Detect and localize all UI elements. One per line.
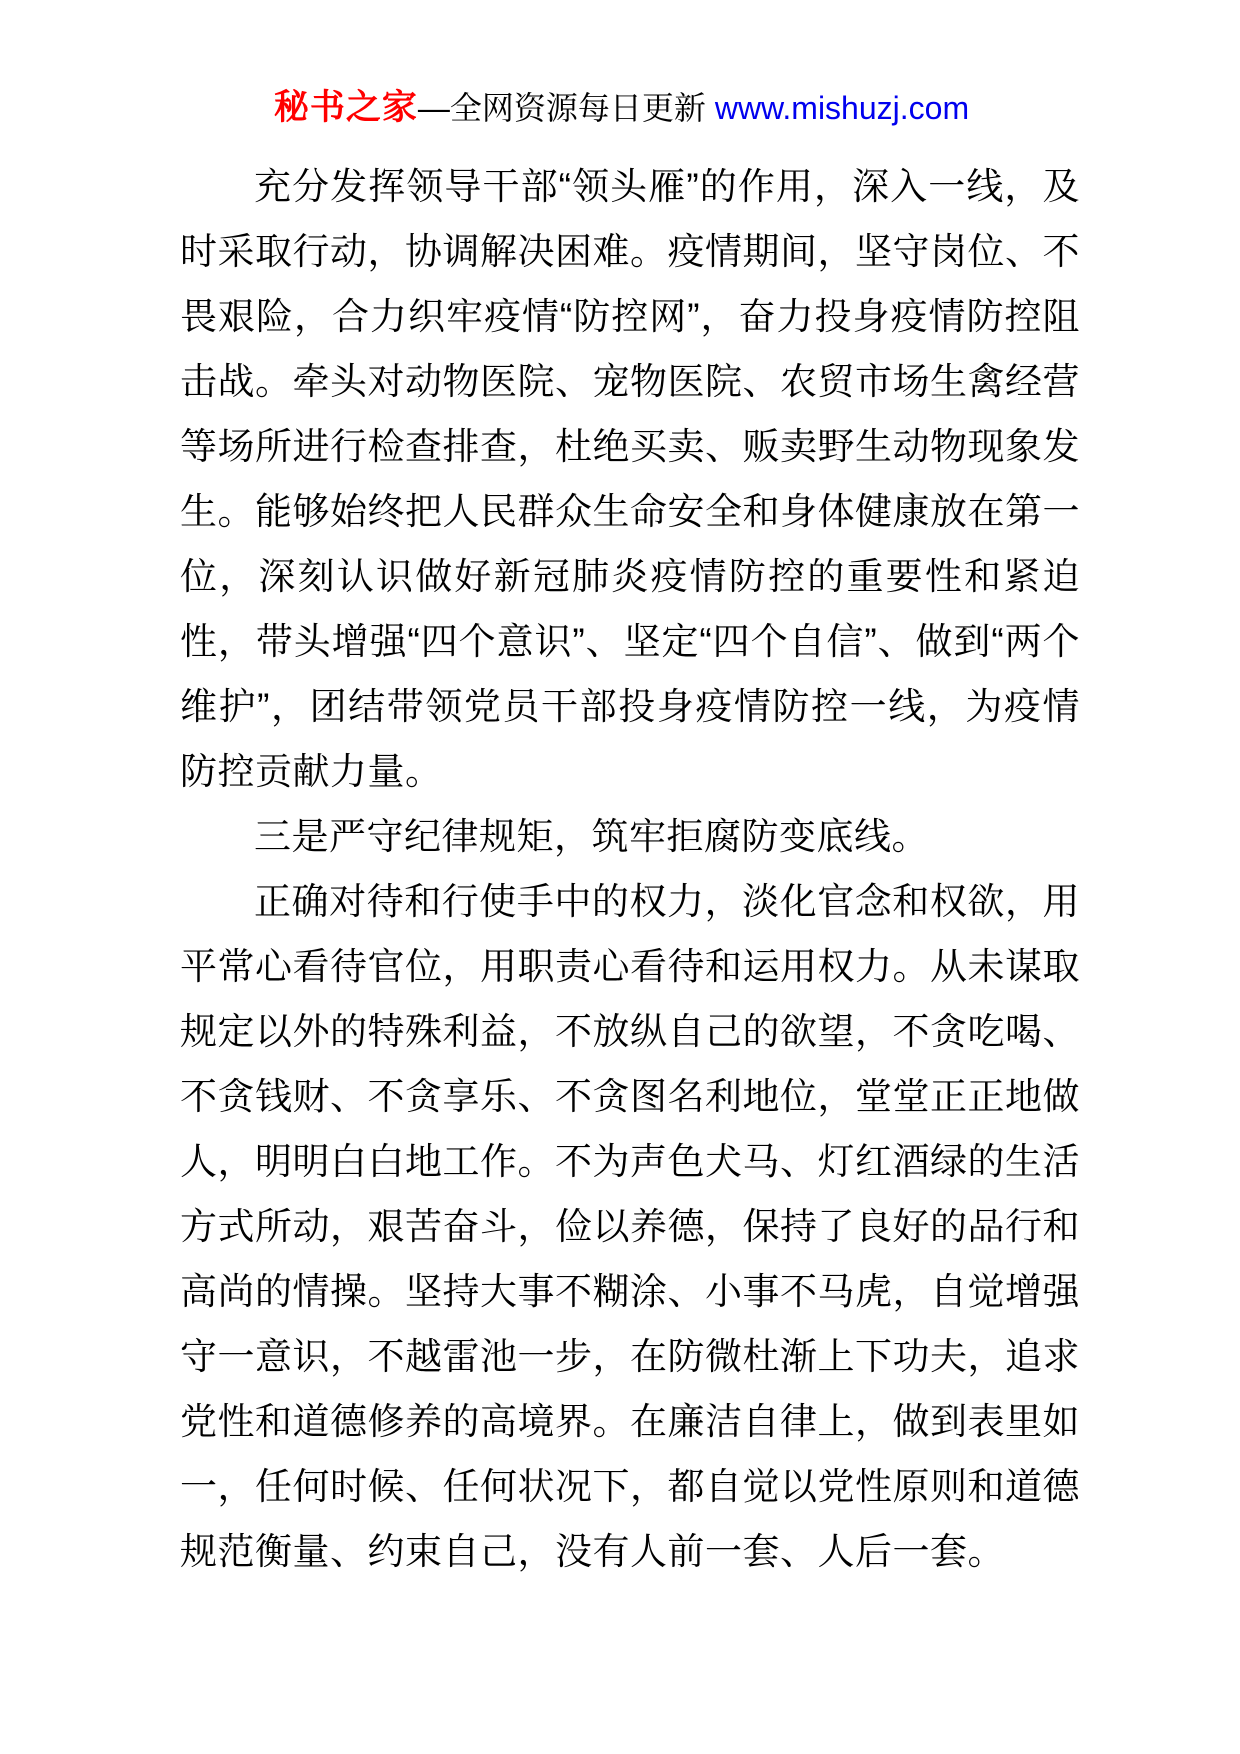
document-body	[180, 154, 1080, 1584]
site-url-link[interactable]: www.mishuzj.com	[714, 90, 970, 126]
site-name: 秘书之家	[273, 88, 418, 127]
site-header	[165, 0, 1078, 130]
paragraph-integrity: 正确对待和行使手中的权力，淡化官念和权欲，用平常心看待官位，用职责心看待和运用权力。从未谋取规定以外的特殊利益，不放纵自己的欲望，不贪吃喝、不贪钱财、不贪享乐、不贪图名利地位，堂堂正正地做人，明明白白地工作。不为声色犬马、灯红酒绿的生活方式所动，艰苦奋斗，俭以养德，保持了良好的品行和高尚的情操。坚持大事不糊涂、小事不马虎，自觉增强守一意识，不越雷池一步，在防微杜渐上下功夫，追求党性和道德修养的高境界。在廉洁自律上，做到表里如一，任何时候、任何状况下，都自觉以党性原则和道德规范衡量、约束自己，没有人前一套、人后一套。	[180, 881, 1080, 1572]
site-tagline: —全网资源每日更新	[417, 90, 706, 126]
section-heading-discipline: 三是严守纪律规矩，筑牢拒腐防变底线。	[254, 816, 929, 857]
paragraph-epidemic-leadership: 充分发挥领导干部“领头雁”的作用，深入一线，及时采取行动，协调解决困难。疫情期间，坚守岗位、不畏艰险，合力织牢疫情“防控网”，奋力投身疫情防控阻击战。牵头对动物医院、宠物医院、农贸市场生禽经营等场所进行检查排查，杜绝买卖、贩卖野生动物现象发生。能够始终把人民群众生命安全和身体健康放在第一位，深刻认识做好新冠肺炎疫情防控的重要性和紧迫性，带头增强“四个意识”、坚定“四个自信”、做到“两个维护”，团结带领党员干部投身疫情防控一线，为疫情防控贡献力量。	[180, 166, 1080, 792]
